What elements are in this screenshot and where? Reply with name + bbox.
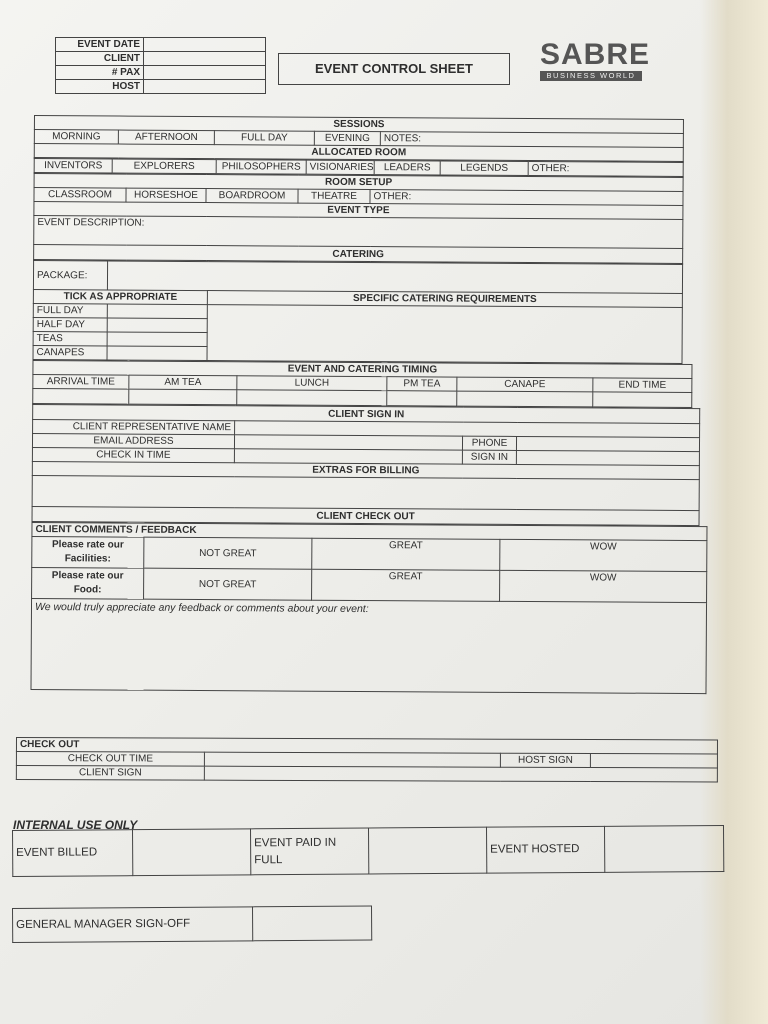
- comments-prompt: We would truly appreciate any feedback or comments about your event:: [34, 601, 369, 616]
- sign-in-table: [32, 404, 701, 526]
- client-field[interactable]: [144, 52, 266, 66]
- specific-catering-heading: SPECIFIC CATERING REQUIREMENTS: [207, 291, 682, 308]
- session-notes[interactable]: NOTES:: [380, 132, 683, 148]
- event-billed-label: EVENT BILLED: [13, 830, 133, 877]
- event-date-label: EVENT DATE: [56, 38, 144, 52]
- setup-table: [33, 173, 684, 264]
- event-billed-field[interactable]: [133, 829, 251, 876]
- feedback-table: [30, 522, 707, 694]
- setup-theatre[interactable]: THEATRE: [298, 189, 370, 203]
- gm-signoff-field[interactable]: [252, 906, 371, 941]
- rate-facilities-label: [32, 536, 144, 568]
- timing-lunch-field[interactable]: [237, 390, 387, 406]
- session-morning[interactable]: MORNING: [34, 130, 118, 145]
- setup-boardroom[interactable]: BOARDROOM: [206, 189, 298, 204]
- room-philosophers[interactable]: PHILOSOPHERS: [216, 160, 306, 175]
- room-inventors[interactable]: INVENTORS: [34, 159, 112, 173]
- timing-end-field[interactable]: [593, 392, 692, 408]
- event-paid-label: [250, 828, 368, 875]
- internal-use-heading: INTERNAL USE ONLY: [13, 818, 138, 832]
- room-explorers[interactable]: EXPLORERS: [112, 159, 216, 174]
- specific-catering-field[interactable]: [207, 305, 682, 364]
- rate-food-label: [32, 567, 144, 599]
- rate-facilities-line-2: Facilities:: [64, 553, 111, 565]
- check-in-time-label: CHECK IN TIME: [32, 447, 234, 462]
- session-evening[interactable]: EVENING: [314, 131, 380, 145]
- sabre-logo: [540, 40, 650, 81]
- event-paid-field[interactable]: [368, 827, 486, 874]
- timing-end: END TIME: [593, 378, 692, 393]
- client-checkout-heading: CLIENT CHECK OUT: [32, 506, 699, 525]
- extras-heading: EXTRAS FOR BILLING: [32, 461, 699, 479]
- catering-table: [33, 260, 684, 364]
- event-paid-line-1: EVENT PAID IN: [254, 836, 337, 849]
- setup-heading: ROOM SETUP: [34, 174, 683, 192]
- event-type-heading: EVENT TYPE: [34, 202, 683, 220]
- logo-main-text: SABRE: [540, 38, 651, 71]
- sign-in-field[interactable]: [516, 450, 699, 465]
- phone-field[interactable]: [516, 436, 699, 451]
- event-date-field[interactable]: [144, 38, 266, 52]
- sign-in-label: SIGN IN: [462, 450, 516, 464]
- host-sign-label: HOST SIGN: [500, 753, 590, 767]
- setup-other[interactable]: OTHER:: [370, 190, 683, 206]
- tick-canapes-box[interactable]: [107, 346, 207, 361]
- timing-canape: CANAPE: [457, 377, 593, 392]
- timing-am-tea: AM TEA: [129, 375, 237, 390]
- check-in-time-field[interactable]: [234, 449, 462, 464]
- tick-heading: TICK AS APPROPRIATE: [33, 289, 207, 304]
- rep-name-label: CLIENT REPRESENTATIVE NAME: [33, 419, 235, 434]
- room-leaders[interactable]: LEADERS: [374, 161, 440, 175]
- timing-canape-field[interactable]: [457, 391, 593, 407]
- event-hosted-field[interactable]: [604, 826, 723, 873]
- check-out-time-field[interactable]: [204, 752, 500, 767]
- rate-facilities-line-1: Please rate our: [51, 539, 124, 551]
- timing-am-tea-field[interactable]: [129, 389, 237, 405]
- timing-pm-tea-field[interactable]: [387, 391, 457, 406]
- timing-heading: EVENT AND CATERING TIMING: [33, 360, 692, 378]
- facilities-not-great-option[interactable]: NOT GREAT: [144, 537, 312, 569]
- event-description-field[interactable]: [34, 216, 683, 249]
- host-label: HOST: [56, 80, 144, 94]
- tick-half-day-label: HALF DAY: [33, 317, 107, 331]
- facilities-wow-option[interactable]: WOW: [500, 539, 707, 571]
- session-afternoon[interactable]: AFTERNOON: [118, 130, 214, 145]
- timing-lunch: LUNCH: [237, 376, 387, 391]
- food-not-great-option[interactable]: NOT GREAT: [144, 568, 312, 600]
- room-visionaries[interactable]: VISIONARIES: [306, 160, 374, 174]
- room-legends[interactable]: LEGENDS: [440, 161, 528, 176]
- check-out-table: [16, 737, 718, 782]
- setup-horseshoe[interactable]: HORSESHOE: [126, 188, 206, 202]
- feedback-heading: CLIENT COMMENTS / FEEDBACK: [32, 522, 707, 540]
- food-great-option[interactable]: GREAT: [312, 569, 500, 601]
- tick-full-day-box[interactable]: [107, 304, 207, 319]
- timing-pm-tea: PM TEA: [387, 377, 457, 391]
- extras-field[interactable]: [32, 475, 699, 510]
- header-fields-table: [55, 37, 266, 94]
- comments-field[interactable]: [31, 598, 707, 693]
- timing-arrival-field[interactable]: [33, 388, 129, 404]
- host-field[interactable]: [144, 80, 266, 94]
- client-label: CLIENT: [56, 52, 144, 66]
- rate-food-line-1: Please rate our: [51, 570, 124, 582]
- food-wow-option[interactable]: WOW: [500, 570, 707, 602]
- sessions-table: [34, 115, 684, 162]
- room-other[interactable]: OTHER:: [528, 162, 683, 177]
- pax-field[interactable]: [144, 66, 266, 80]
- sessions-heading: SESSIONS: [34, 116, 683, 134]
- check-out-heading: CHECK OUT: [16, 738, 717, 754]
- session-full-day[interactable]: FULL DAY: [214, 131, 314, 146]
- package-label: PACKAGE:: [33, 261, 107, 290]
- tick-canapes-label: CANAPES: [33, 345, 107, 359]
- event-description-label: EVENT DESCRIPTION:: [37, 217, 145, 229]
- tick-teas-box[interactable]: [107, 332, 207, 347]
- check-out-time-label: CHECK OUT TIME: [16, 752, 204, 767]
- timing-arrival: ARRIVAL TIME: [33, 374, 129, 389]
- main-form: [30, 115, 684, 694]
- facilities-great-option[interactable]: GREAT: [312, 538, 500, 570]
- event-hosted-label: EVENT HOSTED: [486, 826, 604, 873]
- catering-heading: CATERING: [34, 245, 683, 264]
- gm-signoff-label: GENERAL MANAGER SIGN-OFF: [13, 907, 253, 943]
- client-sign-field[interactable]: [204, 766, 717, 782]
- client-sign-label: CLIENT SIGN: [16, 766, 204, 781]
- setup-classroom[interactable]: CLASSROOM: [34, 188, 126, 203]
- sign-in-heading: CLIENT SIGN IN: [33, 404, 700, 423]
- email-field[interactable]: [234, 435, 462, 450]
- rate-food-line-2: Food:: [73, 584, 102, 596]
- event-paid-line-2: FULL: [254, 853, 283, 866]
- host-sign-field[interactable]: [590, 754, 717, 768]
- logo-sub-text: BUSINESS WORLD: [540, 71, 642, 81]
- timing-table: [32, 360, 692, 408]
- tick-full-day-label: FULL DAY: [33, 303, 107, 317]
- page-title: EVENT CONTROL SHEET: [278, 53, 510, 85]
- gm-signoff-table: [12, 905, 372, 943]
- package-field[interactable]: [107, 261, 682, 294]
- email-label: EMAIL ADDRESS: [32, 433, 234, 448]
- tick-half-day-box[interactable]: [107, 318, 207, 333]
- pax-label: # PAX: [56, 66, 144, 80]
- check-out-section: [16, 737, 718, 782]
- phone-label: PHONE: [462, 436, 516, 450]
- room-heading: ALLOCATED ROOM: [34, 144, 683, 162]
- tick-teas-label: TEAS: [33, 331, 107, 345]
- internal-use-table: [12, 825, 724, 877]
